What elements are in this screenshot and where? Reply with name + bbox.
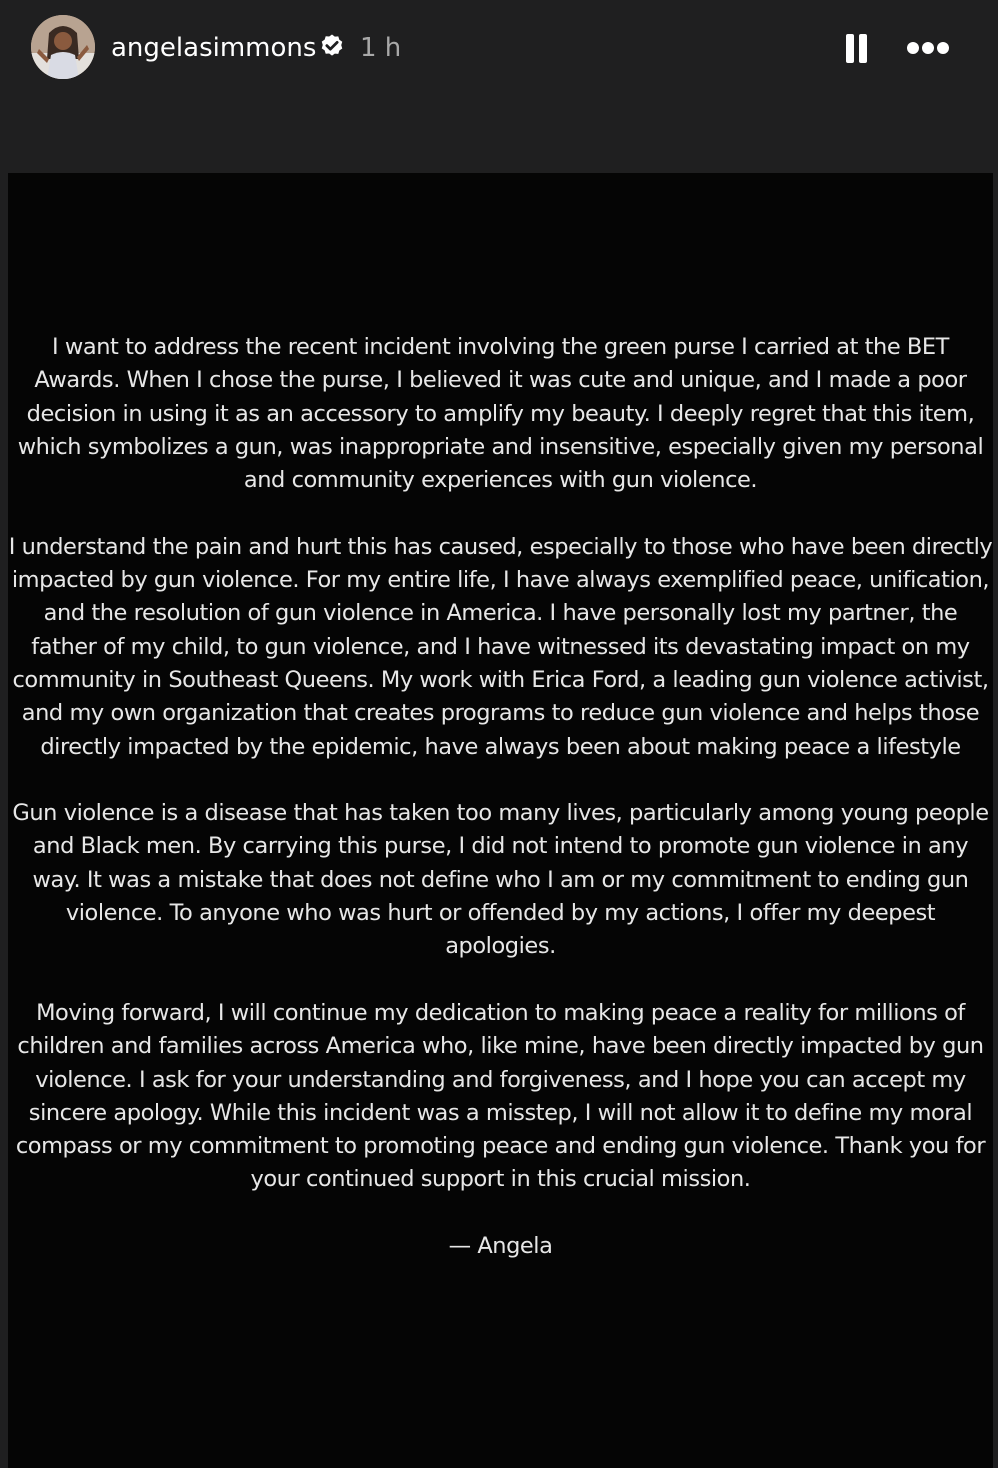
statement-paragraph: I understand the pain and hurt this has caused, especially to those who have been directly impacted by gun violence. For my entire life, I have always exemplified peace, unification, and the resolution of gun violence in America. I have personally lost my partner, the father of my child, to gun violence, and I have witnessed its devastating impact on my community in Southeast Queens. My work with Erica Ford, a leading gun violence activist, and my own organization that creates programs to reduce gun violence and helps those directly impacted by the epidemic, have always been about making peace a lifestyle bbox=[8, 533, 993, 760]
verified-badge-icon bbox=[318, 33, 346, 61]
more-options-button[interactable] bbox=[902, 30, 954, 66]
profile-avatar[interactable] bbox=[31, 15, 95, 79]
avatar-image bbox=[31, 15, 95, 79]
username-link[interactable]: angelasimmons bbox=[111, 33, 317, 63]
story-header bbox=[0, 0, 998, 96]
story-content[interactable] bbox=[8, 173, 993, 1468]
post-timestamp: 1 h bbox=[360, 33, 402, 63]
statement-paragraph: Gun violence is a disease that has taken too many lives, particularly among young people and Black men. By carrying this purse, I did not intend to promote gun violence in any way. It was a mistake that does not define who I am or my commitment to ending gun violence. To anyone who was hurt or offended by my actions, I offer my deepest apologies. bbox=[12, 800, 989, 960]
statement-paragraph: Moving forward, I will continue my dedication to making peace a reality for millions of children and families across America who, like mine, have been directly impacted by gun violence. I ask for your understanding and forgiveness, and I hope you can accept my sincere apology. While this incident was a misstep, I will not allow it to define my moral compass or my commitment to promoting peace and ending gun violence. Thank you for your continued support in this crucial mission. bbox=[15, 999, 986, 1193]
pause-button[interactable] bbox=[838, 28, 874, 68]
apology-statement bbox=[8, 331, 993, 1263]
statement-signoff: — Angela bbox=[448, 1233, 553, 1260]
statement-paragraph: I want to address the recent incident involving the green purse I carried at the BET Awards. When I chose the purse, I believed it was cute and unique, and I made a poor decision in using it as an accessory to amplify my beauty. I deeply regret that this item, which symbolizes a gun, was inappropriate and insensitive, especially given my personal and community experiences with gun violence. bbox=[17, 334, 984, 494]
